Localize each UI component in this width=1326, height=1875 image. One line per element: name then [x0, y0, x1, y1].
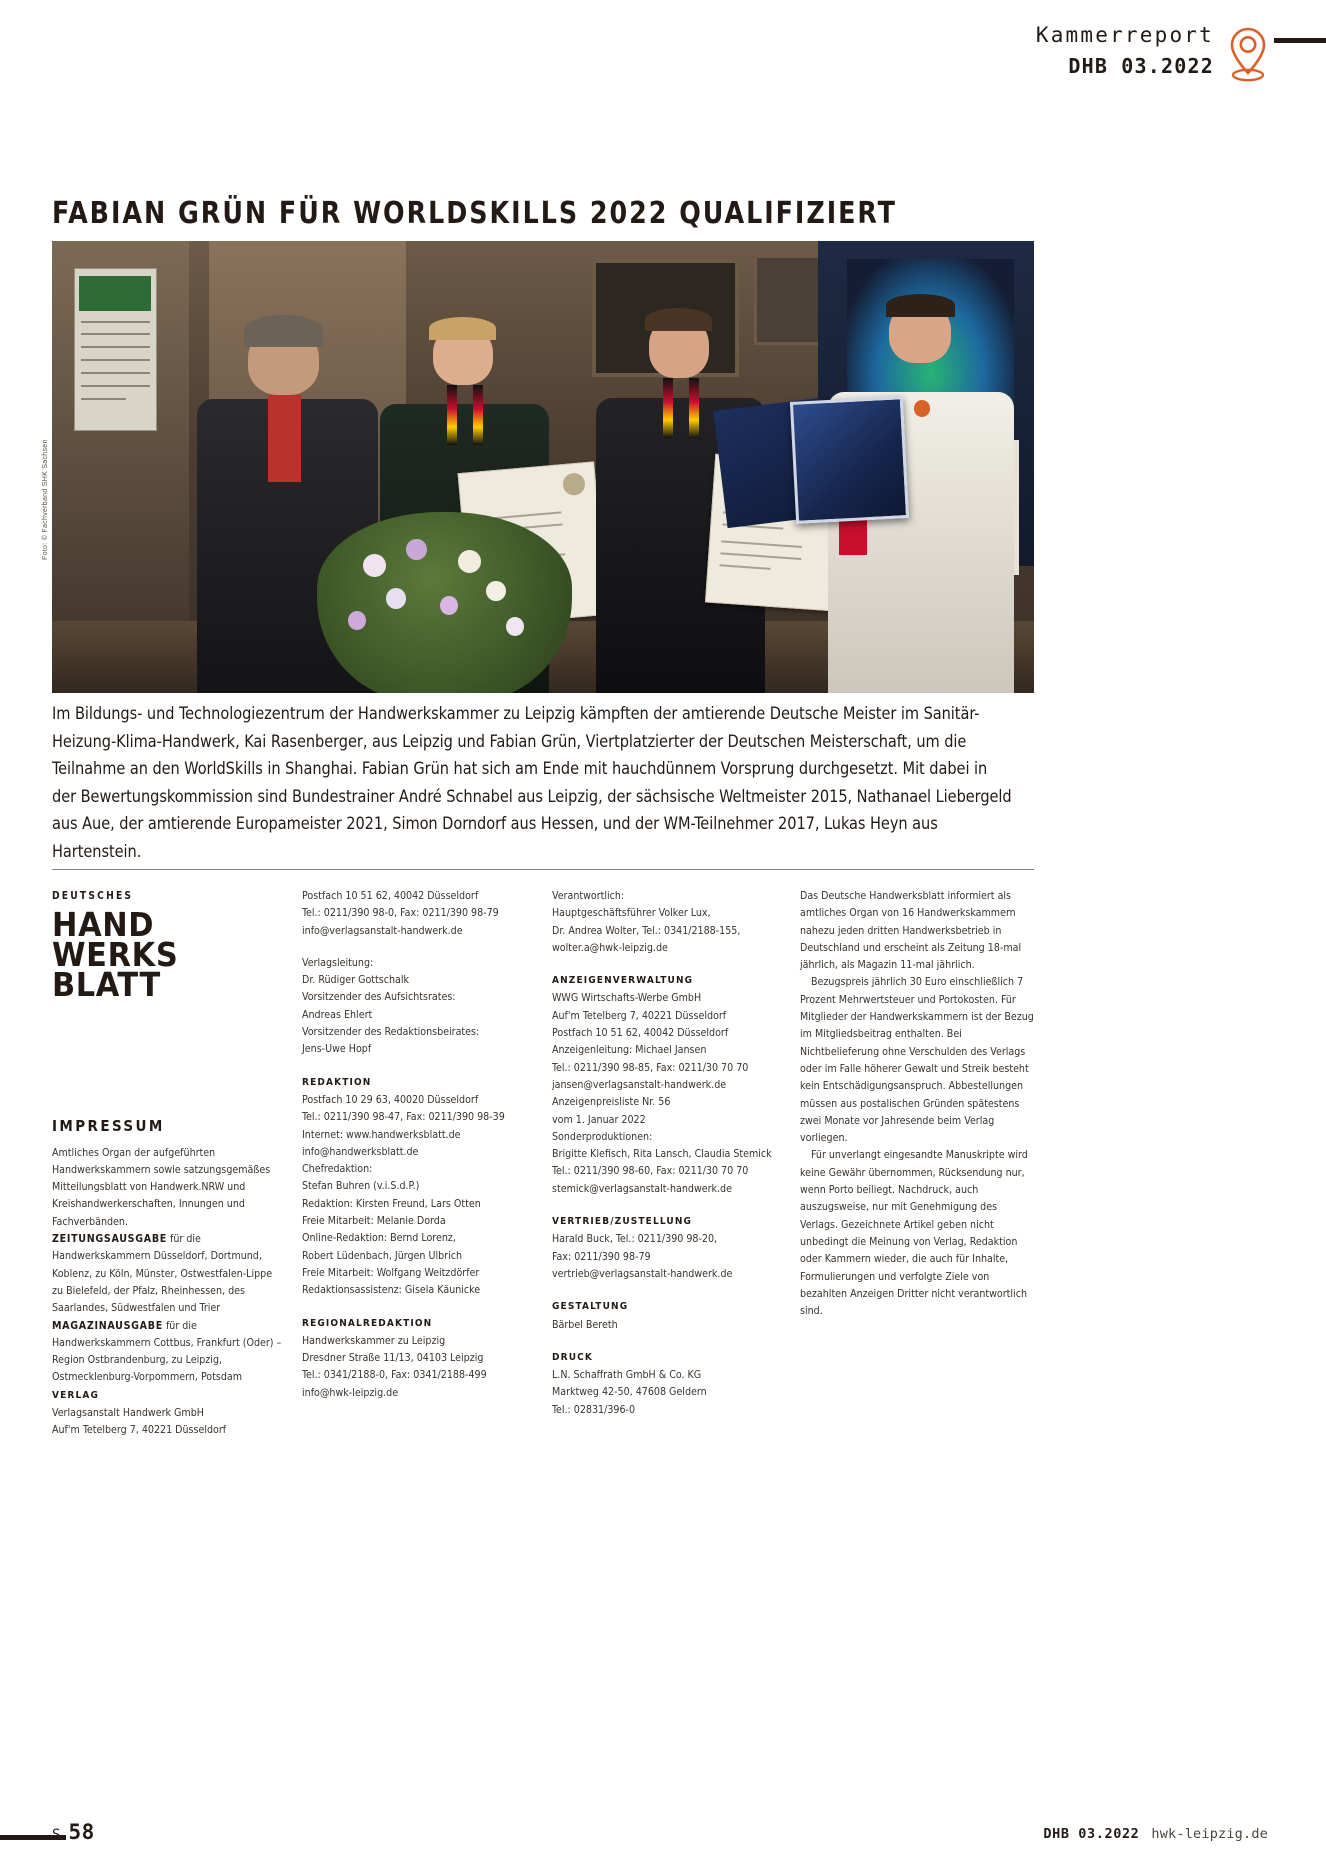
druck-lines [552, 1367, 784, 1419]
impressum-line: Freie Mitarbeit: Melanie Dorda [302, 1215, 446, 1228]
article-photo [52, 241, 1034, 693]
impressum-line: Tel.: 0341/2188-0, Fax: 0341/2188-499 [302, 1369, 487, 1382]
impressum-line: Anzeigenleitung: Michael Jansen [552, 1044, 707, 1057]
impressum-column-1 [52, 888, 302, 1455]
header-issue-block [1036, 22, 1268, 84]
footer-page-number: 58 [68, 1820, 95, 1844]
masthead-logo [52, 906, 295, 1005]
impressum-line: Tel.: 0211/390 98-60, Fax: 0211/30 70 70 [552, 1165, 749, 1178]
header-text-group [1036, 22, 1214, 80]
impressum-line: Verlagsleitung: [302, 956, 374, 969]
regionalredaktion-label: REGIONALREDAKTION [302, 1317, 433, 1329]
footer-page-indicator [52, 1820, 95, 1844]
impressum-line: Freie Mitarbeit: Wolfgang Weitzdörfer [302, 1266, 480, 1279]
impressum-line: Verantwortlich: [552, 890, 625, 902]
masthead-line-1: HAND [52, 906, 155, 945]
impressum-line: Harald Buck, Tel.: 0211/390 98-20, [552, 1233, 718, 1246]
impressum-line: jansen@verlagsanstalt-handwerk.de [552, 1078, 727, 1091]
impressum-line: Stefan Buhren (v.i.S.d.P.) [302, 1180, 420, 1193]
header-rule [1274, 38, 1326, 43]
impressum-column-2 [302, 888, 552, 1455]
section-divider [52, 869, 1034, 870]
gestaltung-block [552, 1298, 784, 1334]
impressum-line: Brigitte Klefisch, Rita Lansch, Claudia Stemick [552, 1148, 772, 1161]
impressum-line: Postfach 10 51 62, 40042 Düsseldorf [552, 1027, 729, 1040]
impressum-line: Verlagsanstalt Handwerk GmbH [52, 1407, 204, 1420]
impressum-intro: Amtliches Organ der aufgeführten Handwerkskammern sowie satzungsgemäßes Mitteilungsblatt von Handwerk.NRW und Kreishandwerkerschaften, Innungen und Fachverbänden. [52, 1146, 271, 1228]
impressum-line: Redaktionsassistenz: Gisela Käunicke [302, 1284, 481, 1297]
publisher-management-block [302, 955, 536, 1059]
impressum-line: Andreas Ehlert [302, 1008, 373, 1021]
impressum-line: Vorsitzender des Aufsichtsrates: [302, 991, 456, 1004]
masthead-line-3: BLATT [52, 966, 161, 1005]
footer-page-prefix: S [52, 1827, 62, 1843]
regionalredaktion-block [302, 1315, 536, 1402]
impressum-line: Jens-Uwe Hopf [302, 1043, 372, 1056]
footer-website-link[interactable]: hwk-leipzig.de [1151, 1826, 1268, 1842]
award-plaque [790, 396, 909, 524]
vertrieb-lines [552, 1231, 784, 1283]
vertrieb-label: VERTRIEB/ZUSTELLUNG [552, 1216, 693, 1228]
anzeigenverwaltung-block [552, 972, 784, 1198]
impressum-line: Marktweg 42-50, 47608 Geldern [552, 1386, 707, 1399]
verlag-lines [52, 1405, 286, 1440]
impressum-line: Vorsitzender des Redaktionsbeirates: [302, 1026, 480, 1039]
impressum-line: Robert Lüdenbach, Jürgen Ulbrich [302, 1249, 463, 1262]
impressum-line: Dresdner Straße 11/13, 04103 Leipzig [302, 1352, 484, 1365]
impressum-line: info@hwk-leipzig.de [302, 1386, 399, 1399]
impressum-column-3 [552, 888, 800, 1455]
vertrieb-block [552, 1213, 784, 1283]
impressum-line: Auf'm Tetelberg 7, 40221 Düsseldorf [552, 1009, 727, 1022]
impressum-line: stemick@verlagsanstalt-handwerk.de [552, 1182, 732, 1195]
page-header [0, 22, 1326, 86]
gestaltung-label: GESTALTUNG [552, 1301, 629, 1313]
redaktion-label: REDAKTION [302, 1076, 372, 1088]
zeitungsausgabe-text: für die Handwerkskammern Düsseldorf, Dortmund, Koblenz, zu Köln, Münster, Ostwestfalen-Lippe zu Bielefeld, der Pfalz, Rheinhessen, des Saarlandes, Südwestfalen und Trier [52, 1233, 273, 1315]
impressum-line: Tel.: 02831/396-0 [552, 1403, 636, 1416]
druck-label: DRUCK [552, 1351, 594, 1363]
impressum-line: Sonderproduktionen: [552, 1130, 653, 1143]
masthead-kicker: DEUTSCHES [52, 891, 134, 902]
impressum-zeitungsausgabe [52, 1231, 286, 1317]
verantwortlich-block [552, 888, 784, 957]
redaktion-lines [302, 1092, 536, 1300]
header-issue-label: DHB 03.2022 [1068, 54, 1214, 78]
wall-poster [74, 268, 157, 431]
impressum-line: Tel.: 0211/390 98-0, Fax: 0211/390 98-79 [302, 907, 499, 920]
impressum-line: vertrieb@verlagsanstalt-handwerk.de [552, 1267, 733, 1280]
druck-block [552, 1349, 784, 1419]
redaktion-block [302, 1074, 536, 1300]
impressum-line: Auf'm Tetelberg 7, 40221 Düsseldorf [52, 1424, 227, 1437]
impressum-line: L.N. Schaffrath GmbH & Co. KG [552, 1369, 702, 1382]
impressum-line: info@verlagsanstalt-handwerk.de [302, 924, 463, 937]
impressum-line: Dr. Andrea Wolter, Tel.: 0341/2188-155, [552, 924, 741, 937]
impressum-heading: IMPRESSUM [52, 1117, 165, 1136]
impressum-line: Tel.: 0211/390 98-47, Fax: 0211/390 98-39 [302, 1111, 505, 1124]
anzeigenverwaltung-label: ANZEIGENVERWALTUNG [552, 975, 694, 987]
impressum-line: Hauptgeschäftsführer Volker Lux, [552, 907, 711, 920]
verlag-label: VERLAG [52, 1389, 100, 1401]
legal-paragraph-3: Für unverlangt eingesandte Manuskripte wird keine Gewähr übernommen, Rücksendung nur, wenn Porto beiliegt. Nachdruck, auch auszugsweise, nur mit Genehmigung des Verlags. Gezeichnete Artikel geben nicht unbedingt die Meinung von Verlag, Redaktion oder Kammern wieder, die auch für Inhalte, Formulierungen und verfolgte Ziele von bezahlten Anzeigen Dritter nicht verantwortlich sind. [800, 1149, 1028, 1318]
impressum-section [52, 888, 1052, 1455]
anzeigenverwaltung-lines [552, 990, 784, 1198]
header-kammerreport-label: Kammerreport [1035, 23, 1214, 47]
impressum-line: WWG Wirtschafts-Werbe GmbH [552, 992, 702, 1005]
impressum-line: vom 1. Januar 2022 [552, 1113, 646, 1126]
flower-bouquet [317, 512, 572, 693]
impressum-line: Handwerkskammer zu Leipzig [302, 1334, 446, 1347]
impressum-verlag-block [52, 1387, 286, 1440]
photo-scene [52, 241, 1034, 693]
masthead-spacer [52, 1000, 286, 1118]
location-pin-icon [1228, 26, 1268, 84]
impressum-line: Dr. Rüdiger Gottschalk [302, 974, 410, 987]
article-headline: FABIAN GRÜN FÜR WORLDSKILLS 2022 QUALIFIZIERT [52, 196, 897, 231]
impressum-line: Postfach 10 29 63, 40020 Düsseldorf [302, 1093, 479, 1106]
photo-credit: Foto: © Fachverband SHK Sachsen [42, 439, 49, 560]
magazinausgabe-text: für die Handwerkskammern Cottbus, Frankfurt (Oder) – Region Ostbrandenburg, zu Leipzig, Ostmecklenburg-Vorpommern, Potsdam [52, 1319, 282, 1384]
article-caption: Im Bildungs- und Technologiezentrum der Handwerkskammer zu Leipzig kämpften der amtierende Deutsche Meister im Sanitär-Heizung-Klima-Handwerk, Kai Rasenberger, aus Leipzig und Fabian Grün, Viertplatzierter der Deutschen Meisterschaft, um die Teilnahme an den WorldSkills in Shanghai. Fabian Grün hat sich am Ende mit hauchdünnem Vorsprung durchgesetzt. Mit dabei in der Bewertungskommission sind Bundestrainer André Schnabel aus Leipzig, der sächsische Weltmeister 2015, Nathanael Liebergeld aus Aue, der amtierende Europameister 2021, Simon Dorndorf aus Hessen, und der WM-Teilnehmer 2017, Lukas Heyn aus Hartenstein. [52, 704, 1012, 861]
footer-issue-block [1043, 1826, 1268, 1842]
legal-paragraph-2: Bezugspreis jährlich 30 Euro einschließlich 7 Prozent Mehrwertsteuer und Portokosten. Für Mitglieder der Handwerkskammern ist der Bezug im Mitgliedsbeitrag enthalten. Bei Nichtbelieferung ohne Verschulden des Verlags oder im Falle höherer Gewalt und Streik besteht kein Entschädigungsanspruch. Abbestellungen müssen aus postalischen Gründen spätestens zwei Monate vor Jahresende beim Verlag vorliegen. [800, 976, 1034, 1145]
impressum-line: wolter.a@hwk-leipzig.de [552, 941, 668, 954]
impressum-line: Online-Redaktion: Bernd Lorenz, [302, 1232, 456, 1245]
impressum-line: Postfach 10 51 62, 40042 Düsseldorf [302, 890, 479, 902]
zeitungsausgabe-label: ZEITUNGSAUSGABE [52, 1233, 167, 1246]
legal-paragraph-1: Das Deutsche Handwerksblatt informiert als amtliches Organ von 16 Handwerkskammern nahezu jeden dritten Handwerksbetrieb in Deutschland und erscheint als Zeitung 18-mal jährlich, als Magazin 11-mal jährlich. [800, 890, 1022, 972]
impressum-line: Fax: 0211/390 98-79 [552, 1250, 651, 1263]
impressum-magazinausgabe [52, 1318, 286, 1387]
impressum-line: Anzeigenpreisliste Nr. 56 [552, 1096, 671, 1109]
impressum-line: Tel.: 0211/390 98-85, Fax: 0211/30 70 70 [552, 1061, 749, 1074]
impressum-line: Redaktion: Kirsten Freund, Lars Otten [302, 1197, 481, 1210]
impressum-line: Chefredaktion: [302, 1163, 373, 1176]
impressum-line: info@handwerksblatt.de [302, 1145, 419, 1158]
publisher-address-block [302, 888, 536, 940]
gestaltung-lines [552, 1317, 784, 1334]
regionalredaktion-lines [302, 1333, 536, 1402]
masthead-line-2: WERKS [52, 936, 179, 975]
impressum-line: Bärbel Bereth [552, 1318, 618, 1331]
magazinausgabe-label: MAGAZINAUSGABE [52, 1319, 163, 1332]
footer-issue-label: DHB 03.2022 [1043, 1826, 1140, 1842]
impressum-column-4 [800, 888, 1052, 1455]
impressum-line: Internet: www.handwerksblatt.de [302, 1128, 461, 1141]
